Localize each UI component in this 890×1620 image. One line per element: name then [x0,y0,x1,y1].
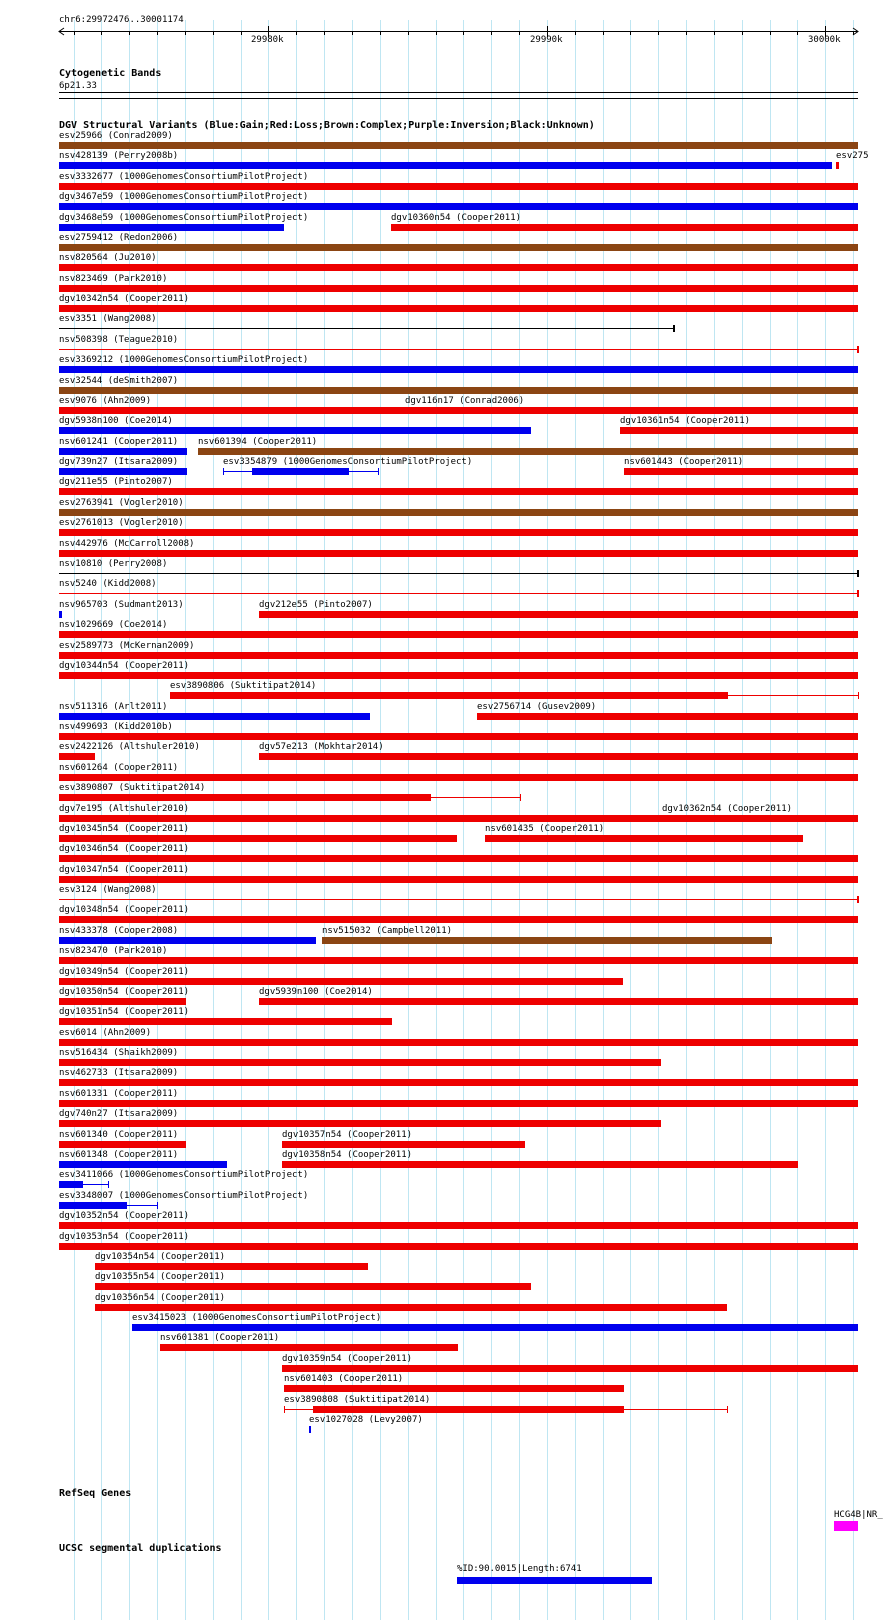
sv-feature-label: dgv740n27 (Itsara2009) [59,1109,179,1119]
sv-feature-bar [59,1059,661,1066]
sv-feature-label: nsv823469 (Park2010) [59,274,168,284]
dgv-track-title: DGV Structural Variants (Blue:Gain;Red:Loss;Brown:Complex;Purple:Inversion;Black:Unknown) [59,120,595,131]
sv-feature-bar [477,713,858,720]
sv-feature-label: dgv211e55 (Pinto2007) [59,477,173,487]
sv-feature-label: esv3890807 (Suktitipat2014) [59,783,206,793]
sv-feature-endcap [284,1406,285,1413]
ruler-minor-tick [603,32,604,35]
ruler-minor-tick [519,32,520,35]
sv-feature-bar [662,815,858,822]
ruler-minor-tick [324,32,325,35]
sv-feature-bar [391,224,858,231]
ruler-minor-tick [185,32,186,35]
sv-feature-label: dgv10349n54 (Cooper2011) [59,967,190,977]
sv-feature-endcap [223,468,224,475]
sv-feature-bar [59,957,858,964]
refseq-track-title: RefSeq Genes [59,1488,132,1499]
sv-feature-label: nsv601348 (Cooper2011) [59,1150,179,1160]
ruler-minor-tick [491,32,492,35]
sv-feature-bar [59,1039,858,1046]
sv-feature-bar [59,1202,127,1209]
sv-feature-label: dgv212e55 (Pinto2007) [259,600,373,610]
sv-feature-bar [59,1079,858,1086]
sv-feature-label: dgv10356n54 (Cooper2011) [95,1293,226,1303]
sv-feature-label: nsv508398 (Teague2010) [59,335,179,345]
sv-feature-bar [59,753,95,760]
sv-feature-label: nsv515032 (Campbell2011) [322,926,453,936]
sv-feature-bar [252,468,349,475]
ruler-axis [0,0,890,60]
ruler-minor-tick [129,32,130,35]
sv-feature-endcap [857,570,859,577]
sv-feature-label: nsv433378 (Cooper2008) [59,926,179,936]
sv-feature-label: esv2761013 (Vogler2010) [59,518,184,528]
sv-feature-label: nsv516434 (Shaikh2009) [59,1048,179,1058]
ruler-minor-tick [436,32,437,35]
sv-feature-label: dgv10355n54 (Cooper2011) [95,1272,226,1282]
sv-feature-label: nsv965703 (Sudmant2013) [59,600,184,610]
sv-feature-label: dgv10354n54 (Cooper2011) [95,1252,226,1262]
sv-feature-label: esv6014 (Ahn2009) [59,1028,152,1038]
segdup-feature-bar [457,1577,652,1584]
sv-feature-bar [198,448,858,455]
sv-feature-bar [620,427,858,434]
sv-feature-bar [59,550,858,557]
sv-feature-endcap [673,325,675,332]
sv-feature-label: dgv10362n54 (Cooper2011) [662,804,793,814]
sv-feature-bar [59,387,858,394]
sv-feature-bar [59,244,858,251]
ruler-minor-tick [157,32,158,35]
sv-feature-bar [95,1263,368,1270]
sv-feature-endcap [108,1181,109,1188]
sv-feature-label: nsv442976 (McCarroll2008) [59,539,195,549]
segdup-track-title: UCSC segmental duplications [59,1543,222,1554]
sv-feature-line [59,573,858,574]
sv-feature-bar [259,753,858,760]
ruler-minor-tick [853,32,854,35]
sv-feature-label: nsv601381 (Cooper2011) [160,1333,280,1343]
sv-feature-label: dgv10350n54 (Cooper2011) [59,987,190,997]
sv-feature-label: esv3332677 (1000GenomesConsortiumPilotProject) [59,172,309,182]
sv-feature-label: dgv10342n54 (Cooper2011) [59,294,190,304]
sv-feature-label: dgv10344n54 (Cooper2011) [59,661,190,671]
cytoband-ideogram-top [59,92,858,93]
ruler-minor-tick [101,32,102,35]
sv-feature-label: esv3124 (Wang2008) [59,885,157,895]
sv-feature-bar [59,733,858,740]
sv-feature-label: nsv601443 (Cooper2011) [624,457,744,467]
sv-feature-bar [59,631,858,638]
sv-feature-label: nsv601403 (Cooper2011) [284,1374,404,1384]
ruler-minor-tick [575,32,576,35]
sv-feature-label: dgv10361n54 (Cooper2011) [620,416,751,426]
sv-feature-label: esv25966 (Conrad2009) [59,131,173,141]
sv-feature-bar [59,1222,858,1229]
sv-feature-label: esv9076 (Ahn2009) [59,396,152,406]
sv-feature-label: esv3351 (Wang2008) [59,314,157,324]
sv-feature-bar [59,264,858,271]
ruler-minor-tick [241,32,242,35]
sv-feature-bar [59,652,858,659]
sv-feature-label: dgv10352n54 (Cooper2011) [59,1211,190,1221]
sv-feature-bar [309,1426,311,1433]
sv-feature-label: esv3369212 (1000GenomesConsortiumPilotProject) [59,355,309,365]
sv-feature-label: esv3415023 (1000GenomesConsortiumPilotProject) [132,1313,382,1323]
ruler-minor-tick [686,32,687,35]
sv-feature-label: nsv601435 (Cooper2011) [485,824,605,834]
ruler-minor-tick [630,32,631,35]
ruler-minor-tick [714,32,715,35]
sv-feature-bar [95,1283,531,1290]
sv-feature-label: nsv601340 (Cooper2011) [59,1130,179,1140]
sv-feature-label: esv32544 (deSmith2007) [59,376,179,386]
sv-feature-bar [59,916,858,923]
sv-feature-label: dgv10346n54 (Cooper2011) [59,844,190,854]
sv-feature-label: dgv5938n100 (Coe2014) [59,416,173,426]
sv-feature-bar [59,427,531,434]
sv-feature-bar [95,1304,727,1311]
sv-feature-bar [59,1141,186,1148]
ruler-minor-tick [352,32,353,35]
sv-feature-label: dgv10359n54 (Cooper2011) [282,1354,413,1364]
sv-feature-label: nsv511316 (Arlt2011) [59,702,168,712]
sv-feature-line [59,593,858,594]
sv-feature-bar [59,1181,83,1188]
sv-feature-line [59,899,858,900]
ruler-minor-tick [742,32,743,35]
ruler-minor-tick [296,32,297,35]
sv-feature-label: nsv462733 (Itsara2009) [59,1068,179,1078]
sv-feature-label: dgv10351n54 (Cooper2011) [59,1007,190,1017]
ruler-minor-tick [770,32,771,35]
sv-feature-bar [59,937,316,944]
sv-feature-label: dgv10358n54 (Cooper2011) [282,1150,413,1160]
sv-feature-bar [59,448,187,455]
sv-feature-bar [59,1018,392,1025]
sv-feature-bar [59,285,858,292]
cytoband-track-title: Cytogenetic Bands [59,68,162,79]
ruler-minor-tick [463,32,464,35]
sv-feature-label: esv1027028 (Levy2007) [309,1415,423,1425]
sv-feature-endcap [858,692,859,699]
sv-feature-line [59,349,858,350]
sv-feature-bar [59,142,858,149]
sv-feature-label: dgv57e213 (Mokhtar2014) [259,742,384,752]
sv-feature-bar [59,611,62,618]
sv-feature-label: esv3348007 (1000GenomesConsortiumPilotProject) [59,1191,309,1201]
sv-feature-label: esv2759412 (Redon2006) [59,233,179,243]
sv-feature-label: dgv10360n54 (Cooper2011) [391,213,522,223]
sv-feature-bar [59,978,623,985]
sv-feature-bar [59,366,858,373]
sv-feature-label: esv275 [836,151,869,161]
sv-feature-label: nsv823470 (Park2010) [59,946,168,956]
sv-feature-bar [59,1120,661,1127]
sv-feature-label: dgv5939n100 (Coe2014) [259,987,373,997]
sv-feature-bar [259,998,858,1005]
sv-feature-bar [282,1141,525,1148]
sv-feature-bar [59,794,431,801]
sv-feature-label: esv3354879 (1000GenomesConsortiumPilotProject) [223,457,473,467]
sv-feature-bar [59,998,186,1005]
sv-feature-label: dgv10348n54 (Cooper2011) [59,905,190,915]
sv-feature-endcap [857,590,859,597]
sv-feature-bar [59,529,858,536]
region-label: chr6:29972476..30001174 [59,15,184,25]
sv-feature-endcap [378,468,379,475]
sv-feature-bar [59,203,858,210]
sv-feature-bar [59,1243,858,1250]
sv-feature-label: esv3890808 (Suktitipat2014) [284,1395,431,1405]
ruler-minor-tick [380,32,381,35]
ruler-minor-tick [74,32,75,35]
sv-feature-bar [59,876,858,883]
ruler-minor-tick [797,32,798,35]
sv-feature-bar [259,611,858,618]
sv-feature-bar [59,305,858,312]
sv-feature-endcap [857,896,859,903]
ruler-tick-label: 29990k [530,35,563,45]
sv-feature-label: nsv1029669 (Coe2014) [59,620,168,630]
sv-feature-bar [59,835,457,842]
cytoband-ideogram-bottom [59,98,858,99]
sv-feature-label: dgv739n27 (Itsara2009) [59,457,179,467]
sv-feature-label: dgv10353n54 (Cooper2011) [59,1232,190,1242]
sv-feature-bar [59,672,858,679]
segdup-feature-label: %ID:90.0015|Length:6741 [457,1564,582,1574]
ruler-minor-tick [213,32,214,35]
sv-feature-label: nsv5240 (Kidd2008) [59,579,157,589]
sv-feature-bar [282,1161,798,1168]
cytoband-label: 6p21.33 [59,81,97,91]
sv-feature-bar [160,1344,458,1351]
sv-feature-endcap [157,1202,158,1209]
sv-feature-label: nsv601241 (Cooper2011) [59,437,179,447]
sv-feature-line [59,328,674,329]
sv-feature-label: esv2422126 (Altshuler2010) [59,742,200,752]
sv-feature-label: nsv601264 (Cooper2011) [59,763,179,773]
sv-feature-bar [59,774,858,781]
refseq-gene-label: HCG4B|NR_ [834,1510,883,1520]
sv-feature-bar [59,468,187,475]
sv-feature-label: dgv10357n54 (Cooper2011) [282,1130,413,1140]
sv-feature-bar [322,937,772,944]
sv-feature-label: dgv7e195 (Altshuler2010) [59,804,190,814]
sv-feature-bar [313,1406,624,1413]
sv-feature-bar [59,162,832,169]
refseq-gene-bar [834,1521,858,1531]
sv-feature-bar [59,183,858,190]
sv-feature-bar [284,1385,624,1392]
sv-feature-label: nsv499693 (Kidd2010b) [59,722,173,732]
sv-feature-endcap [727,1406,728,1413]
sv-feature-label: dgv10345n54 (Cooper2011) [59,824,190,834]
sv-feature-bar [59,713,370,720]
sv-feature-bar [59,1100,858,1107]
sv-feature-bar [132,1324,858,1331]
sv-feature-label: dgv3468e59 (1000GenomesConsortiumPilotProject) [59,213,309,223]
ruler-tick-label: 29980k [251,35,284,45]
sv-feature-label: nsv820564 (Ju2010) [59,253,157,263]
sv-feature-bar [59,1161,227,1168]
sv-feature-bar [59,488,858,495]
sv-feature-endcap [857,346,859,353]
sv-feature-bar [624,468,858,475]
sv-feature-bar [485,835,803,842]
sv-feature-label: nsv428139 (Perry2008b) [59,151,179,161]
sv-feature-endcap [520,794,521,801]
ruler-minor-tick [408,32,409,35]
sv-feature-label: esv2756714 (Gusev2009) [477,702,597,712]
sv-feature-label: nsv601331 (Cooper2011) [59,1089,179,1099]
sv-feature-bar [59,224,284,231]
sv-feature-label: nsv10810 (Perry2008) [59,559,168,569]
sv-feature-bar [170,692,728,699]
sv-feature-bar [405,407,858,414]
sv-feature-label: esv3890806 (Suktitipat2014) [170,681,317,691]
sv-feature-label: dgv10347n54 (Cooper2011) [59,865,190,875]
sv-feature-label: esv2763941 (Vogler2010) [59,498,184,508]
sv-feature-label: dgv116n17 (Conrad2006) [405,396,525,406]
sv-feature-label: esv2589773 (McKernan2009) [59,641,195,651]
sv-feature-bar [59,855,858,862]
ruler-minor-tick [658,32,659,35]
sv-feature-bar [282,1365,858,1372]
sv-feature-label: nsv601394 (Cooper2011) [198,437,318,447]
sv-feature-bar [59,509,858,516]
ruler-tick-label: 30000k [808,35,841,45]
sv-feature-label: dgv3467e59 (1000GenomesConsortiumPilotProject) [59,192,309,202]
sv-feature-bar [836,162,839,169]
coordinate-ruler[interactable] [0,0,890,60]
sv-feature-label: esv3411066 (1000GenomesConsortiumPilotProject) [59,1170,309,1180]
